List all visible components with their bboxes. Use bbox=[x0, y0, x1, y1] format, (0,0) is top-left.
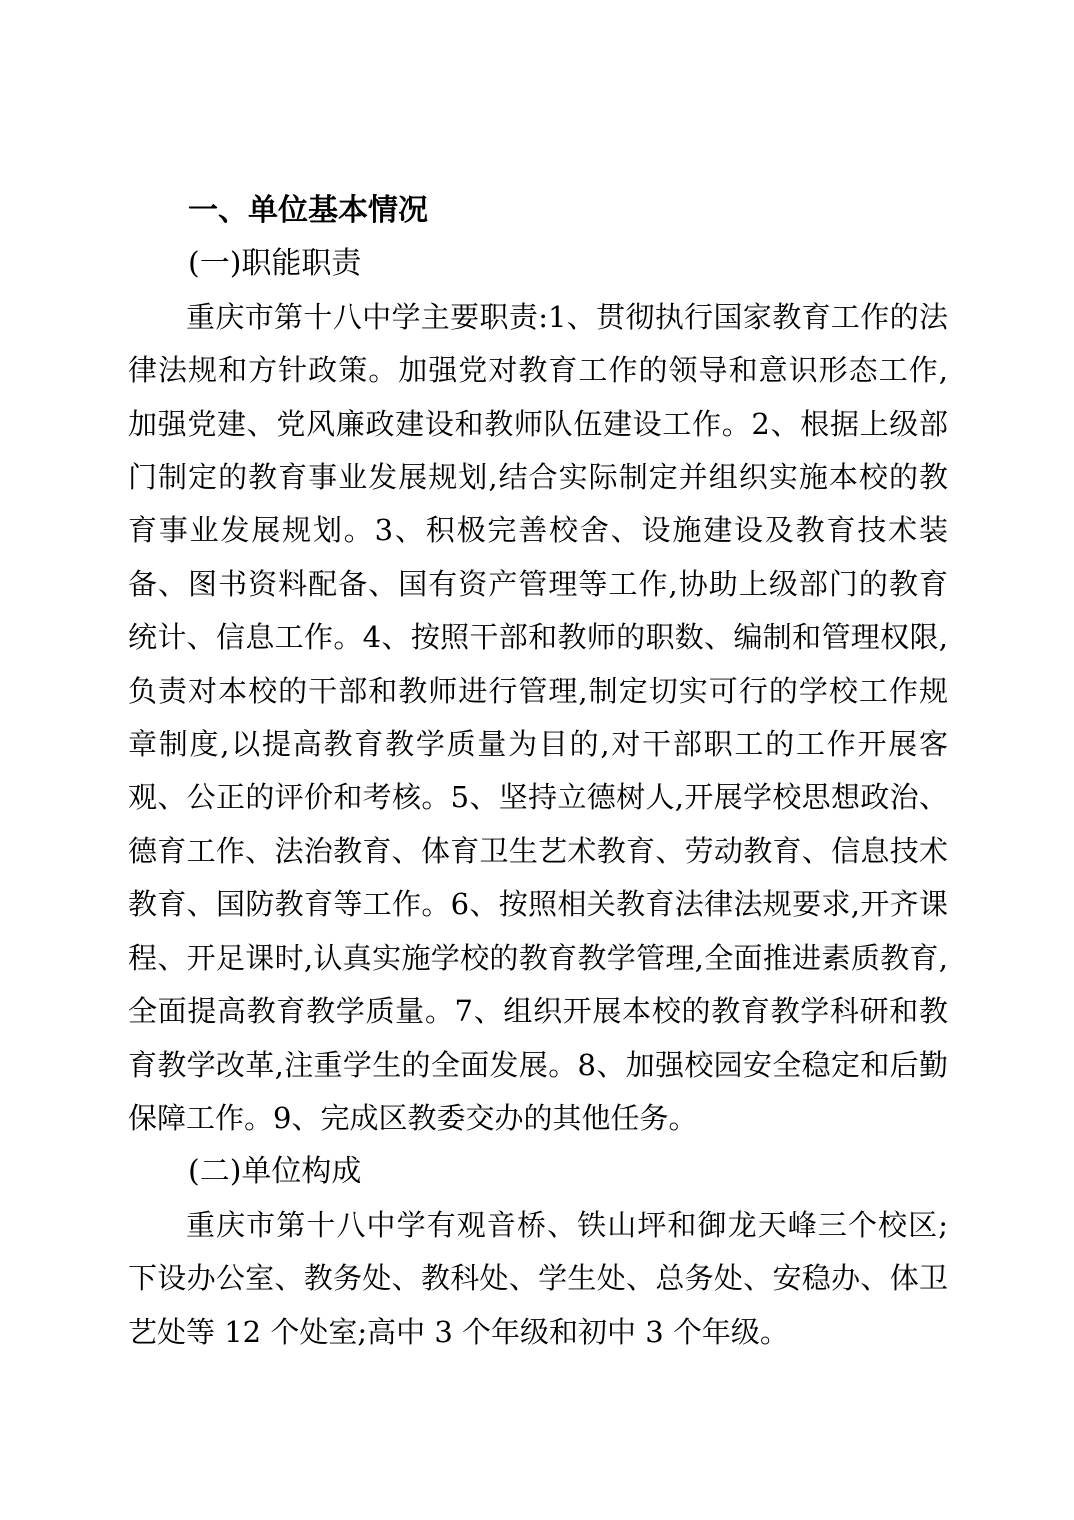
subsection-heading-functions: (一)职能职责 bbox=[188, 246, 362, 282]
paragraph-functions: 重庆市第十八中学主要职责:1、贯彻执行国家教育工作的法律法规和方针政策。加强党对教育工作的领导和意识形态工作,加强党建、党风廉政建设和教师队伍建设工作。2、根据上级部门制定的教育事业发展规划,结合实际制定并组织实施本校的教育事业发展规划。3、积极完善校舍、设施建设及教育技术装备、图书资料配备、国有资产管理等工作,协助上级部门的教育统计、信息工作。4、按照干部和教师的职数、编制和管理权限,负责对本校的干部和教师进行管理,制定切实可行的学校工作规章制度,以提高教育教学质量为目的,对干部职工的工作开展客观、公正的评价和考核。5、坚持立德树人,开展学校思想政治、德育工作、法治教育、体育卫生艺术教育、劳动教育、信息技术教育、国防教育等工作。6、按照相关教育法律法规要求,开齐课程、开足课时,认真实施学校的教育教学管理,全面推进素质教育,全面提高教育教学质量。7、组织开展本校的教育教学科研和教育教学改革,注重学生的全面发展。8、加强校园安全稳定和后勤保障工作。9、完成区教委交办的其他任务。 bbox=[128, 299, 948, 1135]
paragraph-composition: 重庆市第十八中学有观音桥、铁山坪和御龙天峰三个校区;下设办公室、教务处、教科处、学生处、总务处、安稳办、体卫艺处等 12 个处室;高中 3 个年级和初中 3 个年级。 bbox=[128, 1207, 948, 1349]
subsection-heading-composition: (二)单位构成 bbox=[188, 1154, 362, 1190]
section-heading: 一、单位基本情况 bbox=[188, 193, 428, 228]
document-content bbox=[128, 184, 948, 1359]
